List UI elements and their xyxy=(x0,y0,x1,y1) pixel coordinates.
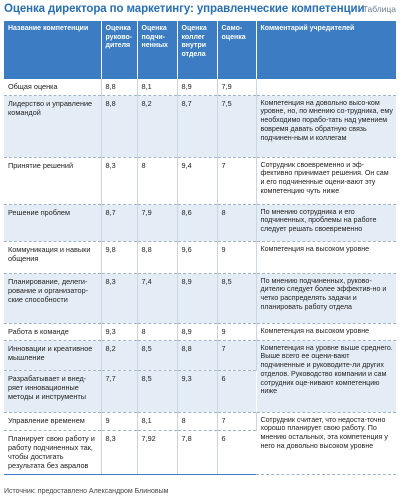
table-row xyxy=(4,241,396,273)
comment xyxy=(256,79,396,95)
manager-score: 8,7 xyxy=(101,204,137,241)
self-score: 7 xyxy=(217,412,256,430)
col-header-subordinates: Оценка подчи-ненных xyxy=(137,21,177,79)
competency-name: Инновации и креативное мышление xyxy=(4,340,101,370)
subordinates-score: 8,5 xyxy=(137,370,177,412)
table-row xyxy=(4,95,396,157)
colleagues-score: 8,9 xyxy=(177,273,217,323)
competency-name: Общая оценка xyxy=(4,79,101,95)
comment: Сотрудник своевременно и эф-фективно принимает решения. Он сам и его подчиненные оцени-вают эту компетенцию чуть ниже xyxy=(256,157,396,204)
colleagues-score: 9,6 xyxy=(177,241,217,273)
colleagues-score: 8 xyxy=(177,412,217,430)
table-row xyxy=(4,323,396,340)
manager-score: 8,8 xyxy=(101,79,137,95)
colleagues-score: 8,9 xyxy=(177,79,217,95)
title-row xyxy=(4,3,396,19)
manager-score: 9,3 xyxy=(101,323,137,340)
table-header-row xyxy=(4,21,396,79)
competency-name: Решение проблем xyxy=(4,204,101,241)
self-score: 8 xyxy=(217,204,256,241)
comment: Компетенция на уровне выше среднего. Выше всего ее оцени-вают подчиненные и руководите-ли других отделов. Руководство компании и сам сотрудник оце-нивают компетенцию ниже xyxy=(256,340,396,412)
competency-name: Планирует свою работу и работу подчиненных так, чтобы достигать результата без авралов xyxy=(4,430,101,474)
table-row xyxy=(4,340,396,370)
colleagues-score: 8,8 xyxy=(177,340,217,370)
manager-score: 9 xyxy=(101,412,137,430)
subordinates-score: 8 xyxy=(137,323,177,340)
subordinates-score: 8,5 xyxy=(137,340,177,370)
comment: Сотрудник считает, что недоста-точно хорошо планирует свою работу. По мнению остальных, эта компетенция у него на довольно высоком уровне xyxy=(256,412,396,474)
self-score: 6 xyxy=(217,430,256,474)
competency-name: Работа в команде xyxy=(4,323,101,340)
colleagues-score: 8,7 xyxy=(177,95,217,157)
self-score: 6 xyxy=(217,370,256,412)
self-score: 9 xyxy=(217,241,256,273)
page-title: Оценка директора по маркетингу: управленческие компетенции xyxy=(4,3,365,15)
competency-name: Коммуникация и навыки общения xyxy=(4,241,101,273)
comment: Компетенция на высоком уровне xyxy=(256,241,396,273)
manager-score: 8,2 xyxy=(101,340,137,370)
manager-score: 7,7 xyxy=(101,370,137,412)
manager-score: 8,3 xyxy=(101,157,137,204)
competency-name: Планирование, делеги-рование и организатор-ские способности xyxy=(4,273,101,323)
col-header-manager: Оценка руково-дителя xyxy=(101,21,137,79)
col-header-self: Само-оценка xyxy=(217,21,256,79)
manager-score: 8,8 xyxy=(101,95,137,157)
col-header-comment: Комментарий учредителей xyxy=(256,21,396,79)
comment: По мнению подчиненных, руково-дителю следует более эффектив-но и четко распределять задачи и планировать работу отдела xyxy=(256,273,396,323)
competency-name: Разрабатывает и внед-ряет инновационные методы и инструменты xyxy=(4,370,101,412)
manager-score: 9,8 xyxy=(101,241,137,273)
self-score: 7 xyxy=(217,340,256,370)
subordinates-score: 8,1 xyxy=(137,412,177,430)
subordinates-score: 8,2 xyxy=(137,95,177,157)
table-row xyxy=(4,157,396,204)
self-score: 8,5 xyxy=(217,273,256,323)
self-score: 7,9 xyxy=(217,79,256,95)
colleagues-score: 8,9 xyxy=(177,323,217,340)
subordinates-score: 8 xyxy=(137,157,177,204)
table-row xyxy=(4,204,396,241)
comment: Компетенция на довольно высо-ком уровне, но, по мнению со-трудника, ему необходимо порабо-тать над умением вовремя давать обратную связь подчинен-ным и коллегам xyxy=(256,95,396,157)
table-tag: Таблица xyxy=(362,4,396,14)
manager-score: 8,3 xyxy=(101,430,137,474)
colleagues-score: 9,4 xyxy=(177,157,217,204)
subordinates-score: 8,8 xyxy=(137,241,177,273)
competency-name: Принятие решений xyxy=(4,157,101,204)
competency-name: Лидерство и управление командой xyxy=(4,95,101,157)
manager-score: 8,3 xyxy=(101,273,137,323)
self-score: 7,5 xyxy=(217,95,256,157)
comment: По мнению сотрудника и его подчиненных, проблемы на работе следует решать своевременно xyxy=(256,204,396,241)
comment: Компетенция на высоком уровне xyxy=(256,323,396,340)
self-score: 9 xyxy=(217,323,256,340)
subordinates-score: 8,1 xyxy=(137,79,177,95)
table-row xyxy=(4,79,396,95)
subordinates-score: 7,9 xyxy=(137,204,177,241)
col-header-colleagues: Оценка коллег внутри отдела xyxy=(177,21,217,79)
self-score: 7 xyxy=(217,157,256,204)
colleagues-score: 8,6 xyxy=(177,204,217,241)
competency-table xyxy=(4,21,396,475)
subordinates-score: 7,92 xyxy=(137,430,177,474)
col-header-name: Название компетенции xyxy=(4,21,101,79)
competency-name: Управление временем xyxy=(4,412,101,430)
colleagues-score: 7,8 xyxy=(177,430,217,474)
source-note: Источник: предоставлено Александром Блиновым xyxy=(4,488,169,495)
table-row xyxy=(4,273,396,323)
subordinates-score: 7,4 xyxy=(137,273,177,323)
colleagues-score: 9,3 xyxy=(177,370,217,412)
table-row xyxy=(4,412,396,430)
